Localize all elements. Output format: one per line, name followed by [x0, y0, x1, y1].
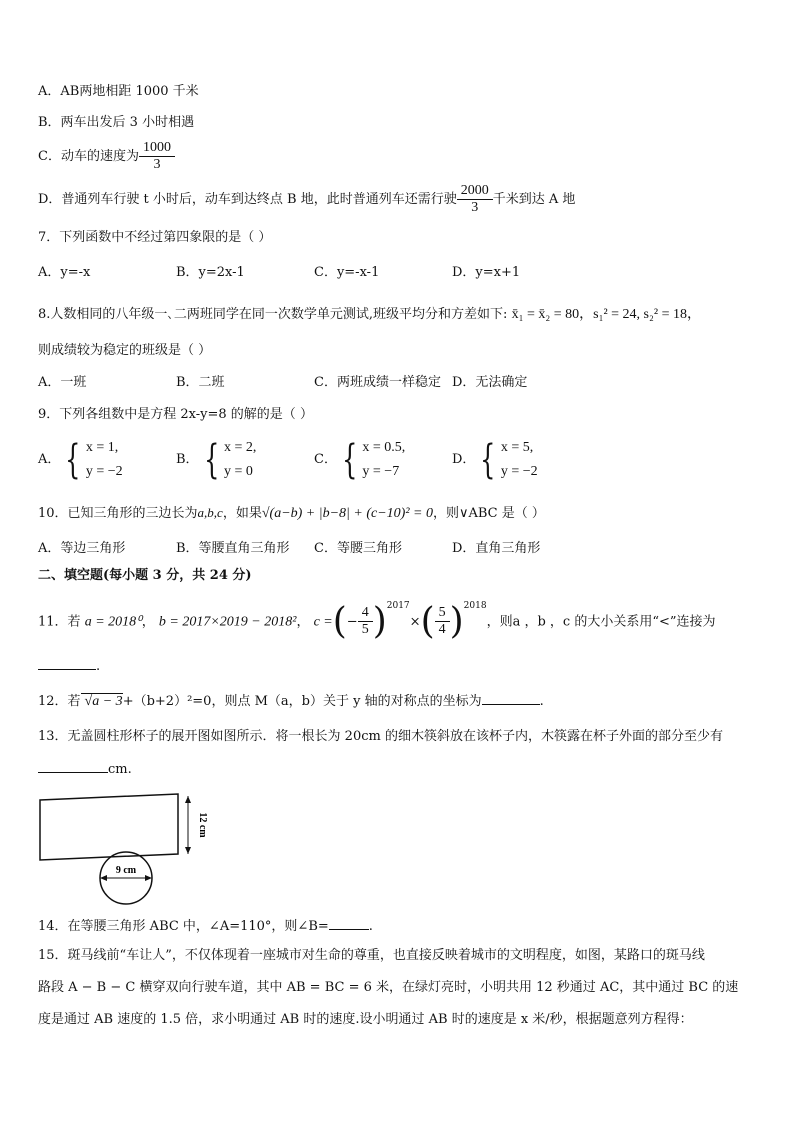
cup-net-figure	[36, 790, 216, 905]
q12-stem	[38, 690, 544, 712]
q6-option-d	[38, 183, 575, 216]
q6-option-d-text: D．普通列车行驶 t 小时后，动车到达终点 B 地，此时普通列车还需行驶	[38, 192, 457, 207]
q14-end: .	[368, 919, 373, 934]
equation-row: y = 0	[224, 464, 253, 479]
q8-stem2: 则成绩较为稳定的班级是（ ）	[38, 343, 212, 358]
equation-row: y = −2	[500, 464, 538, 479]
q12-sqrt: √	[81, 693, 93, 709]
q10-option-d: D．直角三角形	[452, 541, 541, 556]
fraction-denominator: 5	[358, 621, 373, 638]
q10-stem	[38, 503, 545, 524]
q14-text: 14．在等腰三角形 ABC 中，∠A=110°，则∠B=	[38, 919, 329, 934]
equation-row: y = −7	[362, 464, 400, 479]
q6-option-b: B．两车出发后 3 小时相遇	[38, 115, 195, 130]
brace-icon: {	[203, 437, 219, 483]
q6-option-c-fraction	[141, 140, 173, 173]
q11-frac1	[360, 605, 371, 638]
q9-option-d	[452, 436, 538, 484]
q8-option-c: C．两班成绩一样稳定	[314, 375, 441, 390]
arrow-head-icon	[145, 875, 152, 881]
q12-end: .	[539, 694, 544, 709]
q12-text: +（b+2）²=0，则点 M（a，b）关于 y 轴的对称点的坐标为	[122, 694, 482, 709]
equation-row: x = 2,	[224, 440, 257, 455]
section-heading: 二、填空题(每小题 3 分，共 24 分)	[38, 568, 252, 583]
q9-stem: 9．下列各组数中是方程 2x-y=8 的解的是（ ）	[38, 407, 313, 422]
exponent: 2018	[463, 601, 487, 611]
q11-b-expr: b = 2017×2019 − 2018²	[158, 614, 297, 630]
q10-vars: a,b,c	[197, 505, 223, 520]
q7-option-d: D．y=x+1	[452, 265, 521, 280]
q8-stem-text: 8.人数相同的八年级一､二两班同学在同一次数学单元测试,班级平均分和方差如下:	[38, 307, 508, 322]
paren-close-icon: )	[449, 600, 464, 642]
brace-icon: {	[342, 437, 358, 483]
arrow-head-icon	[100, 875, 107, 881]
q10-option-b: B．等腰直角三角形	[176, 541, 290, 556]
answer-blank[interactable]	[38, 758, 108, 773]
option-label: B．	[176, 452, 199, 467]
brace-icon: {	[480, 437, 496, 483]
q10-stem-text: 10．已知三角形的三边长为	[38, 506, 198, 521]
q11-c-label: c =	[313, 614, 333, 630]
arrow-head-icon	[185, 847, 191, 854]
fraction-numerator: 2000	[460, 183, 489, 198]
q7-stem: 7．下列函数中不经过第四象限的是（ ）	[38, 230, 272, 245]
q13-line2	[38, 758, 132, 780]
q15-line1: 15．斑马线前“车让人”，不仅体现着一座城市对生命的尊重，也直接反映着城市的文明程度，如图，某路口的斑马线	[38, 948, 705, 963]
answer-blank[interactable]	[38, 655, 96, 670]
q11-a-expr: a = 2018⁰	[84, 614, 142, 630]
q13-unit: cm.	[108, 762, 132, 777]
cup-side-rectangle	[40, 794, 178, 860]
q10-stem-suffix: ，则∨ABC 是（ ）	[432, 506, 545, 521]
fraction-denominator: 4	[435, 621, 450, 638]
q7-option-b: B．y=2x-1	[176, 265, 245, 280]
q10-option-c: C．等腰三角形	[314, 541, 402, 556]
q12-sqrt-content: a − 3	[92, 694, 123, 709]
answer-blank[interactable]	[482, 690, 540, 705]
q11-stem: 11．若 a = 2018⁰， b = 2017×2019 − 2018²， c =(− $\frac{4}{5}$ )$^{2017}$×( $\frac{5}{4}$ )$^{2018}$，则a ，b ，c 的大小关系用“<”连接为	[38, 600, 716, 642]
q8-option-d: D．无法确定	[452, 375, 528, 390]
q11-suffix: ，则a ，b ，c 的大小关系用“<”连接为	[486, 614, 716, 630]
q11-answer-line	[38, 655, 100, 677]
q11-prefix: 11．若	[38, 614, 81, 630]
option-label: A．	[38, 452, 61, 467]
equation-row: y = −2	[85, 464, 123, 479]
q6-option-a: A．AB两地相距 1000 千米	[38, 84, 199, 99]
q6-option-c	[38, 140, 175, 173]
option-label: C．	[314, 452, 337, 467]
q8-option-b: B．二班	[176, 375, 225, 390]
fraction-denominator: 3	[457, 199, 493, 216]
fraction-numerator: 5	[438, 605, 446, 621]
q8-stem	[38, 305, 701, 325]
paren-open-icon: (	[332, 600, 347, 642]
exponent: 2017	[386, 601, 410, 611]
q12-prefix: 12．若	[38, 694, 81, 709]
equation-row: x = 1,	[85, 440, 119, 455]
q14-stem	[38, 915, 373, 937]
q9-option-a	[38, 436, 123, 484]
q11-end: .	[96, 659, 101, 674]
answer-blank[interactable]	[329, 915, 369, 930]
arrow-head-icon	[185, 796, 191, 803]
q6-option-d-suffix: 千米到达 A 地	[492, 192, 576, 207]
paren-open-icon: (	[420, 600, 435, 642]
q9-option-c	[314, 436, 405, 484]
q10-stem-mid: ，如果	[222, 506, 262, 521]
option-label: D．	[452, 452, 476, 467]
paren-close-icon: )	[372, 600, 387, 642]
q6-option-c-text: C．动车的速度为	[38, 149, 139, 164]
q11-frac2	[437, 605, 448, 638]
q9-option-b	[176, 436, 256, 484]
fraction-denominator: 3	[139, 156, 175, 173]
fraction-numerator: 4	[361, 605, 369, 621]
q15-line2: 路段 A − B − C 横穿双向行驶车道，其中 AB = BC = 6 米，在绿灯亮时，小明共用 12 秒通过 AC，其中通过 BC 的速	[38, 980, 739, 995]
q8-option-a: A．一班	[38, 375, 87, 390]
q7-option-a: A．y=-x	[38, 265, 91, 280]
q10-math: √(a−b) + |b−8| + (c−10)² = 0	[261, 506, 433, 521]
equation-row: x = 5,	[500, 440, 534, 455]
q6-option-d-fraction	[459, 183, 491, 216]
fraction-numerator: 1000	[142, 140, 171, 155]
brace-icon: {	[65, 437, 81, 483]
q15-line3: 度是通过 AB 速度的 1.5 倍，求小明通过 AB 时的速度.设小明通过 AB 时的速度是 x 米/秒，根据题意列方程得：	[38, 1012, 693, 1027]
q8-math: x̄₁ = x̄₂ = 80，s₁² = 24, s₂² = 18，	[511, 307, 701, 322]
diameter-label: 9 cm	[115, 865, 137, 876]
height-label: 12 cm	[197, 812, 208, 838]
q7-option-c: C．y=-x-1	[314, 265, 380, 280]
q13-line1: 13．无盖圆柱形杯子的展开图如图所示．将一根长为 20cm 的细木筷斜放在该杯子内，木筷露在杯子外面的部分至少有	[38, 729, 723, 744]
q10-option-a: A．等边三角形	[38, 541, 126, 556]
equation-row: x = 0.5,	[362, 440, 406, 455]
